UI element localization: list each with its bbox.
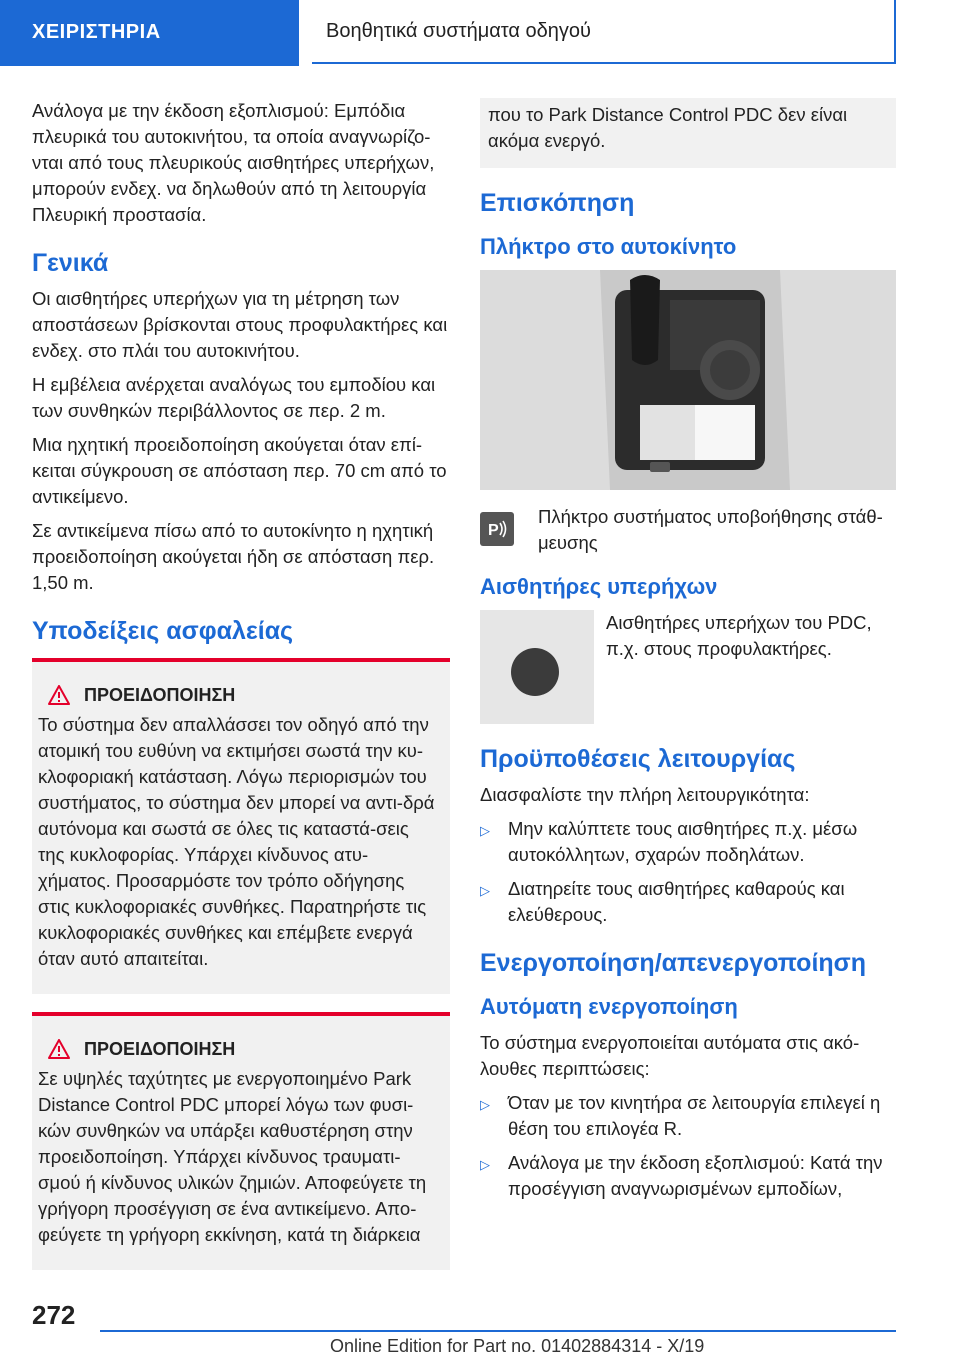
bullet-triangle-icon: ▷ (480, 823, 490, 838)
general-paragraph-2: Η εμβέλεια ανέρχεται αναλόγως του εμποδίου και των συνθηκών περιβάλλοντος σε περ. 2 m. (32, 374, 436, 421)
bullet-triangle-icon: ▷ (480, 883, 490, 898)
button-heading: Πλήκτρο στο αυτοκίνητο (480, 234, 737, 259)
footer-edition: Online Edition for Part no. 01402884314 - X/19 (330, 1336, 705, 1356)
warning-box-1 (32, 658, 450, 994)
sensors-heading: Αισθητήρες υπερήχων (480, 574, 718, 599)
general-heading: Γενικά (32, 249, 109, 277)
activation-heading: Ενεργοποίηση/απενεργοποίηση (480, 949, 867, 977)
general-paragraph-3: Μια ηχητική προειδοποίηση ακούγεται όταν επί-κειται σύγκρουση σε απόσταση περ. 70 cm από το αντικείμενο. (32, 434, 447, 507)
sensors-row (480, 610, 896, 724)
warning-text-2: Σε υψηλές ταχύτητες με ενεργοποιημένο Park Distance Control PDC μπορεί λόγω των φυσι-κών συνθηκών να υπάρξει καθυστέρηση στην προειδοποίηση. Υπάρχει κίνδυνος τραυματι-σμού ή κίνδυνος υλικών ζημιών. Αποφεύγετε τη γρήγορη προσέγγιση σε ένα αντικείμενο. Απο-φεύγετε τη γρήγορη εκκίνηση, κατά τη διάρκεια (38, 1068, 427, 1245)
general-paragraph-4: Σε αντικείμενα πίσω από το αυτοκίνητο η ηχητική προειδοποίηση ακούγεται ήδη σε απόσταση περ. 1,50 m. (32, 520, 435, 593)
center-console-photo (480, 270, 896, 490)
preconditions-list (480, 816, 896, 928)
header-rule (0, 64, 299, 66)
overview-heading: Επισκόπηση (480, 189, 635, 217)
list-item: ▷ Ανάλογα με την έκδοση εξοπλισμού: Κατά την προσέγγιση αναγνωρισμένων εμποδίων, (480, 1150, 896, 1202)
intro-paragraph: Ανάλογα με την έκδοση εξοπλισμού: Εμπόδια πλευρικά του αυτοκινήτου, τα οποία αναγνωρίζο-νται από τους πλευρικούς αισθητήρες υπερήχων, μπορούν ενδεχ. να δηλωθούν από τη λειτουργία Πλευρική προστασία. (32, 100, 435, 225)
auto-activation-list (480, 1090, 896, 1202)
section-title: ΧΕΙΡΙΣΤΗΡΙΑ (32, 20, 161, 43)
footer-rule (100, 1330, 896, 1332)
list-item: ▷ Μην καλύπτετε τους αισθητήρες π.χ. μέσω αυτοκόλλητων, σχαρών ποδηλάτων. (480, 816, 896, 868)
button-caption: P Πλήκτρο συστήματος υποβοήθησης στάθ-μευσης (480, 504, 896, 556)
list-item: ▷ Διατηρείτε τους αισθητήρες καθαρούς και ελεύθερους. (480, 876, 896, 928)
section-tab (0, 0, 299, 64)
left-column (32, 98, 450, 1288)
bullet-triangle-icon: ▷ (480, 1157, 490, 1172)
parking-assist-icon (480, 512, 514, 546)
warning-continuation: που το Park Distance Control PDC δεν είναι ακόμα ενεργό. (480, 98, 896, 168)
right-column (480, 98, 896, 1210)
page-number: 272 (32, 1300, 76, 1330)
list-item: ▷ Όταν με τον κινητήρα σε λειτουργία επιλεγεί η θέση του επιλογέα R. (480, 1090, 896, 1142)
preconditions-text: Διασφαλίστε την πλήρη λειτουργικότητα: (480, 784, 810, 805)
warning-text-1: Το σύστημα δεν απαλλάσσει τον οδηγό από την ατομική του ευθύνη να εκτιμήσει σωστά την κυ-κλοφοριακή κατάσταση. Λόγω περιορισμών του συστήματος, το σύστημα δεν μπορεί να αντι-δρά αυτόνομα και σωστά σε όλες τις καταστά-σεις της κυκλοφορίας. Υπάρχει κίνδυνος ατυ-χήματος. Προσαρμόστε τον τρόπο οδήγησης στις κυκλοφοριακές συνθήκες. Παρατηρήστε τις κυκλοφοριακές συνθήκες και επέμβετε ενεργά όταν αυτό απαιτείται. (38, 714, 435, 969)
auto-activation-heading: Αυτόματη ενεργοποίηση (480, 994, 738, 1019)
warning-title-2: ΠΡΟΕΙΔΟΠΟΙΗΣΗ (38, 1036, 440, 1062)
warning-triangle-icon (48, 1039, 70, 1059)
sensors-text: Αισθητήρες υπερήχων του PDC, π.χ. στους προφυλακτήρες. (606, 612, 872, 659)
general-paragraph-1: Οι αισθητήρες υπερήχων για τη μέτρηση των αποστάσεων βρίσκονται στους προφυλακτήρες και ενδεχ. στο πλάι του αυτοκινήτου. (32, 288, 448, 361)
warning-title-1: ΠΡΟΕΙΔΟΠΟΙΗΣΗ (38, 682, 440, 708)
ultrasonic-sensor-image (480, 610, 594, 724)
safety-heading: Υποδείξεις ασφαλείας (32, 617, 294, 645)
chapter-title: Βοηθητικά συστήματα οδηγού (326, 19, 591, 42)
auto-activation-text: Το σύστημα ενεργοποιείται αυτόματα στις ακό-λουθες περιπτώσεις: (480, 1032, 860, 1079)
sensor-dot (511, 648, 559, 696)
bullet-triangle-icon: ▷ (480, 1097, 490, 1112)
preconditions-heading: Προϋποθέσεις λειτουργίας (480, 745, 796, 773)
warning-box-2 (32, 1012, 450, 1270)
warning-triangle-icon (48, 685, 70, 705)
chapter-header (312, 0, 896, 64)
svg-text:P: P (488, 522, 499, 539)
console-illustration (480, 270, 896, 490)
